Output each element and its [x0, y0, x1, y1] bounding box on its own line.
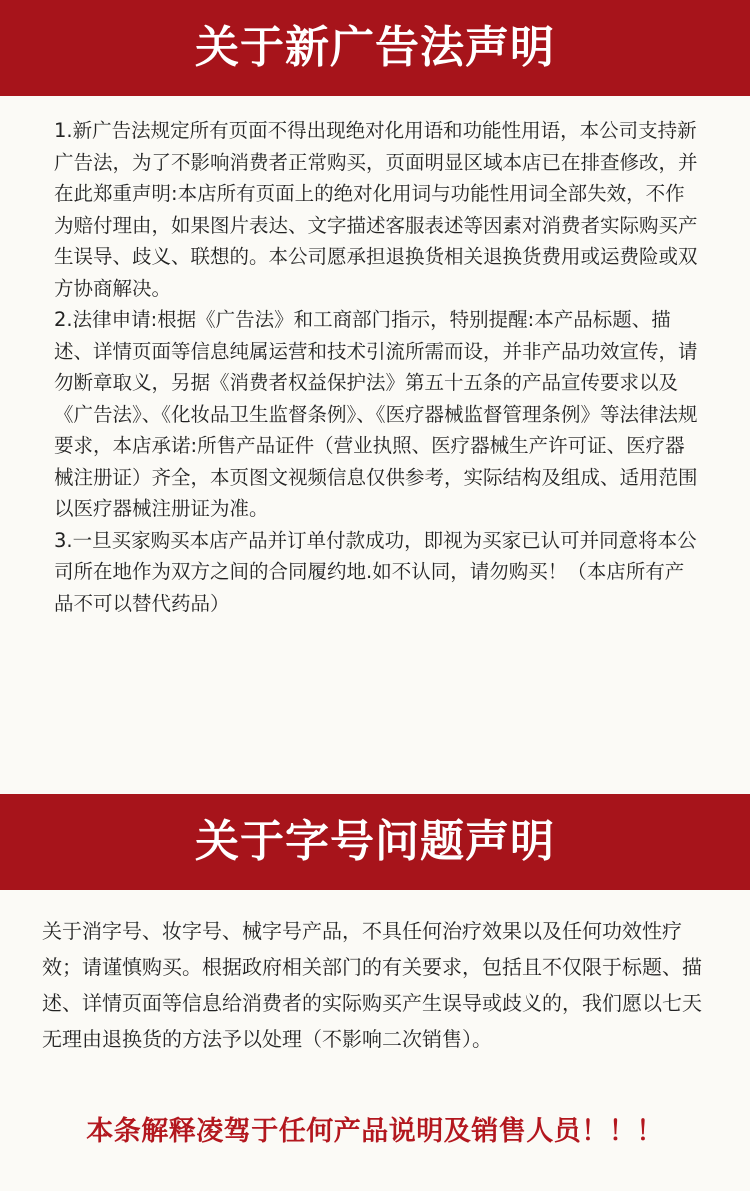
statement-paragraph-1: 1.新广告法规定所有页面不得出现绝对化用语和功能性用语，本公司支持新广告法，为了不影响消费者正常购买，页面明显区域本店已在排查修改，并在此郑重声明:本店所有页面上的绝对化用词与功能性用词全部失效，不作为赔付理由，如果图片表达、文字描述客服表述等因素对消费者实际购买产生误导、歧义、联想的。本公司愿承担退换货相关退换货费用或运费险或双方协商解决。	[54, 119, 698, 300]
statement-paragraph-3: 3.一旦买家购买本店产品并订单付款成功，即视为买家已认可并同意将本公司所在地作为双方之间的合同履约地.如不认同，请勿购买！（本店所有产品不可以替代药品）	[54, 528, 697, 615]
license-number-title-banner: 关于字号问题声明	[0, 794, 750, 890]
license-number-statement	[42, 913, 710, 1057]
statement-paragraph-2: 2.法律申请:根据《广告法》和工商部门指示，特别提醒:本产品标题、描述、详情页面等信息纯属运营和技术引流所需而设，并非产品功效宣传，请勿断章取义，另据《消费者权益保护法》第五十五条的产品宣传要求以及《广告法》、《化妆品卫生监督条例》、《医疗器械监督管理条例》等法律法规要求，本店承诺:所售产品证件（营业执照、医疗器械生产许可证、医疗器械注册证）齐全，本页图文视频信息仅供参考，实际结构及组成、适用范围以医疗器械注册证为准。	[54, 308, 698, 520]
advertising-law-title-banner: 关于新广告法声明	[0, 0, 750, 96]
final-interpretation-note: 本条解释凌驾于任何产品说明及销售人员！！！	[86, 1116, 664, 1147]
advertising-law-statement	[54, 115, 702, 619]
license-statement-paragraph: 关于消字号、妆字号、械字号产品，不具任何治疗效果以及任何功效性疗效；请谨慎购买。根据政府相关部门的有关要求，包括且不仅限于标题、描述、详情页面等信息给消费者的实际购买产生误导或歧义的，我们愿以七天无理由退换货的方法予以处理（不影响二次销售）。	[42, 919, 702, 1051]
